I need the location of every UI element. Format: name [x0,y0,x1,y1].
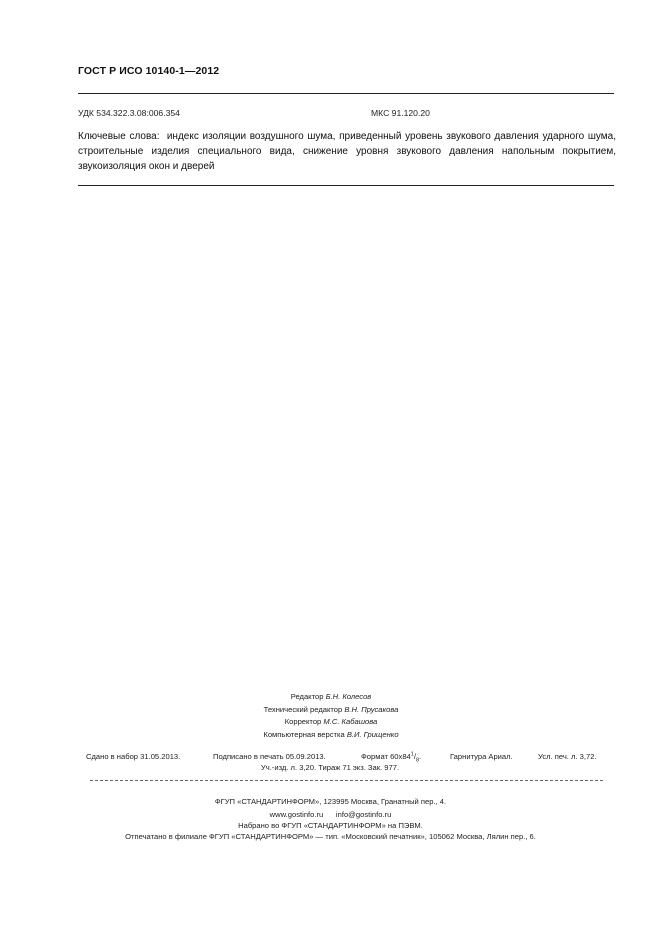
header-divider [78,93,614,94]
staff-role: Корректор [284,717,322,726]
print-details: Уч.-изд. л. 3,20. Тираж 71 экз. Зак. 977. [260,763,400,772]
print-sheets: Усл. печ. л. 3,72. [538,752,597,761]
format-label: Формат 60x84 [361,752,411,761]
typeface: Гарнитура Ариал. [450,752,513,761]
mks-code: МКС 91.120.20 [371,108,430,118]
staff-tech-editor [200,704,462,717]
keywords-divider [78,185,614,186]
staff-layout [200,729,462,742]
publisher-website: www.gostinfo.ru [269,810,324,819]
format-denominator: 8 [415,757,420,764]
staff-role: Технический редактор [263,704,343,714]
keywords-text: индекс изоляции воздушного шума, приведенный уровень звукового давления ударного шума, строительные изделия специального вида, снижение уровня звукового давления напольным покрытием, звукоизоляция окон и дверей [78,131,616,172]
typeset-note: Набрано во ФГУП «СТАНДАРТИНФОРМ» на ПЭВМ. [238,821,423,830]
staff-name: М.С. Кабашова [323,717,378,726]
staff-name: В.И. Грищенко [346,729,399,739]
staff-editor [200,691,462,704]
footer-dashed-divider [90,780,603,781]
paper-format: Формат $60x84^1/_8$. [361,751,422,764]
submitted-date: Сдано в набор 31.05.2013. [86,752,181,761]
printed-note: Отпечатано в филиале ФГУП «СТАНДАРТИНФОРМ» — тип. «Московский печатник», 105062 Москва, Лялин пер., 6. [125,832,536,841]
publisher-address: ФГУП «СТАНДАРТИНФОРМ», 123995 Москва, Гранатный пер., 4. [214,797,447,806]
publisher-email: info@gostinfo.ru [335,810,392,819]
udk-code: УДК 534.322.3.08:006.354 [78,108,180,118]
keywords-block [78,130,616,174]
staff-name: Б.Н. Колесов [325,692,372,701]
staff-role: Компьютерная верстка [263,729,345,739]
staff-name: В.Н. Прусакова [344,704,399,714]
keywords-label: Ключевые слова: [78,131,160,142]
staff-proofreader [200,716,462,729]
staff-role: Редактор [290,692,324,701]
staff-credits [200,691,462,741]
publisher-contacts [60,810,601,819]
standard-code: ГОСТ Р ИСО 10140-1—2012 [78,65,220,77]
signed-date: Подписано в печать 05.09.2013. [213,752,326,761]
format-numerator: 1 [410,751,414,758]
